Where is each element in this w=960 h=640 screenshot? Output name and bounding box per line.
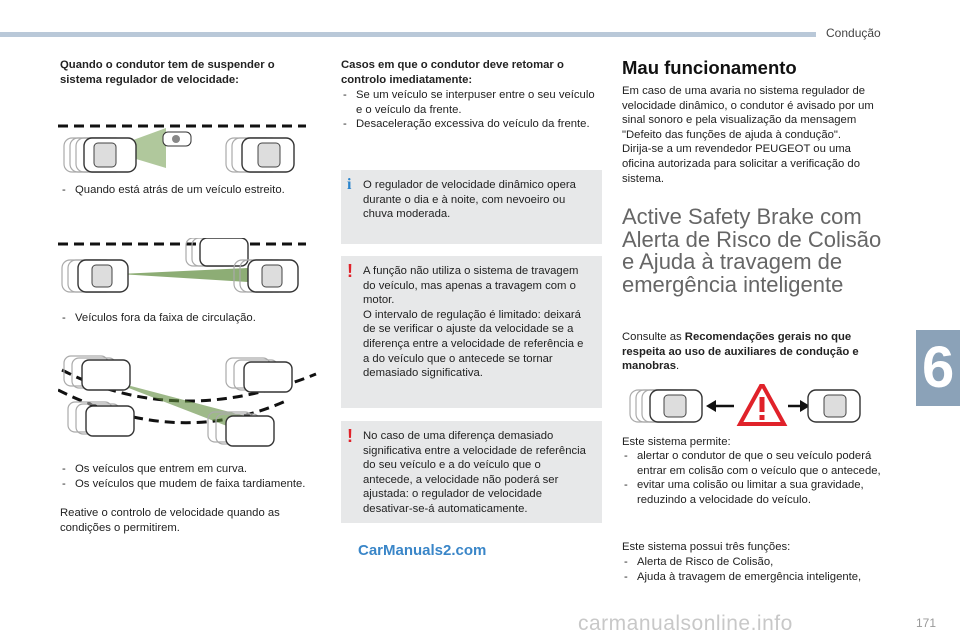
list-item: - Desaceleração excessiva do veículo da frente. [341,117,599,132]
list-item: - Alerta de Risco de Colisão, [622,555,888,570]
warning-icon: ! [347,261,353,281]
page-number: 171 [915,616,936,630]
list-item: - Veículos fora da faixa de circulação. [60,311,310,326]
resume-control-list [341,88,599,132]
info-icon: i [347,176,352,193]
warning-text-1: A função não utiliza o sistema de travagem do veículo, mas apenas a travagem com o motor. O intervalo de regulação é limitado: deixará de se verificar o ajuste da velocidade se a diferença entre a velocidade de referência e a do veículo que o antecede se tornar demasiado significativa. [363,265,584,380]
system-allows-title: Este sistema permite: [622,436,731,448]
list-item: - Os veículos que mudem de faixa tardiamente. [60,477,310,492]
case2-list [60,311,310,326]
functions-list [622,555,888,584]
list-item: - Os veículos que entrem em curva. [60,462,310,477]
list-item: - alertar o condutor de que o seu veículo poderá entrar em colisão com o veículo que o antecede, [622,449,888,478]
malfunction-heading: Mau funcionamento [622,57,797,78]
watermark-carmanualsonline[interactable]: carmanualsonline.info [578,612,793,635]
section-title: Condução [826,26,881,40]
three-functions-title: Este sistema possui três funções: [622,541,791,553]
info-text: O regulador de velocidade dinâmico opera durante o dia e à noite, com nevoeiro ou chuva moderada. [363,179,576,221]
list-item: - Quando está atrás de um veículo estreito. [60,183,310,198]
illustration-off-lane [58,238,308,296]
list-item: - Se um veículo se interpuser entre o seu veículo e o veículo da frente. [341,88,599,117]
list-item: - evitar uma colisão ou limitar a sua gravidade, reduzindo a velocidade do veículo. [622,478,888,507]
list-item: - Ajuda à travagem de emergência inteligente, [622,570,888,585]
consult-recommendations: Consulte as Recomendações gerais no que respeita ao uso de auxiliares de condução e manobras. [622,331,859,373]
case1-list [60,183,310,198]
watermark-carmanuals2[interactable]: CarManuals2.com [358,542,487,559]
warning-icon: ! [347,426,353,446]
warning-box-1 [341,256,602,408]
reactivate-note: Reative o controlo de velocidade quando as condições o permitirem. [60,507,280,534]
warning-box-2 [341,421,602,523]
malfunction-text: Em caso de uma avaria no sistema regulador de velocidade dinâmico, o condutor é avisado por um sinal sonoro e pela visualização da mensagem "Defeito das funções de ajuda à condução". Dirija-se a um revendedor PEUGEOT ou uma oficina autorizada para solicitar a verificação do sistema. [622,85,874,185]
chapter-number: 6 [922,335,955,400]
info-box [341,170,602,244]
warning-text-2: No caso de uma diferença demasiado significativa entre a velocidade de referência do seu veículo e a do veículo que o antecede, a velocidade não poderá ser ajustada: o regulador de velocidade desativar-se-á automaticamente. [363,430,586,515]
header-bar [0,32,816,37]
resume-control-title: Casos em que o condutor deve retomar o controlo imediatamente: [341,59,564,86]
illustration-narrow-vehicle [58,118,308,180]
asb-heading: Active Safety Brake com Alerta de Risco de Colisão e Ajuda à travagem de emergência inteligente [622,204,882,297]
illustration-curves [58,350,320,456]
system-allows-list [622,449,888,507]
illustration-collision-alert [626,384,862,428]
chapter-tab [916,330,960,406]
suspend-intro: Quando o condutor tem de suspender o sistema regulador de velocidade: [60,59,275,86]
case3-list [60,462,310,491]
motorcycle-icon [163,132,191,146]
